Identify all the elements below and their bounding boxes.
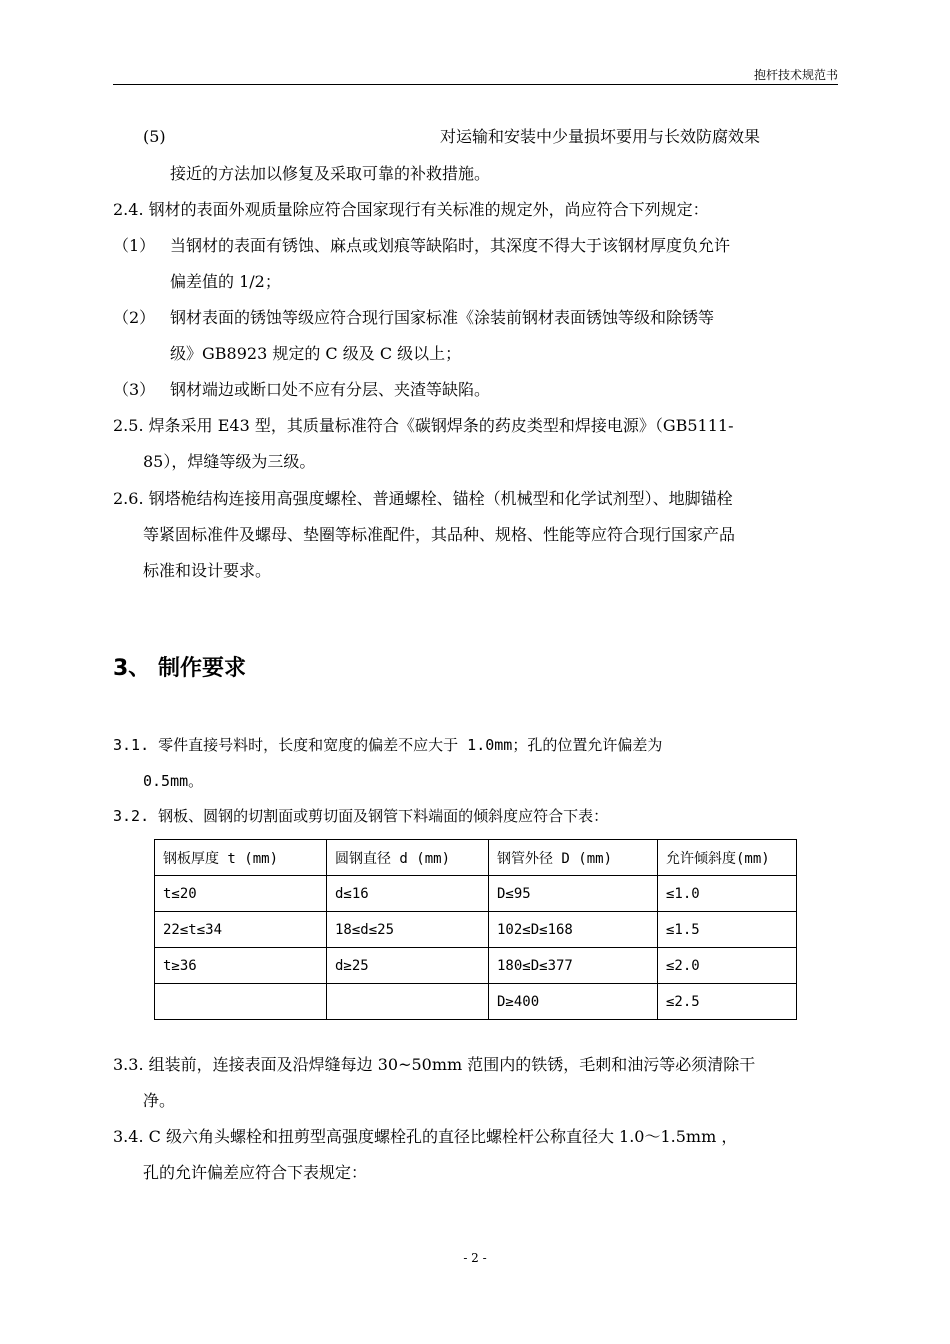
sub-item-3-line-1: 钢材端边或断口处不应有分层、夹渣等缺陷。	[170, 380, 491, 399]
page-header-title: 抱杆技术规范书	[753, 68, 838, 82]
sub-item-1-line-1: 当钢材的表面有锈蚀、麻点或划痕等缺陷时，其深度不得大于该钢材厚度负允许	[170, 236, 731, 255]
paragraph-2-5-line-2: 85），焊缝等级为三级。	[143, 452, 316, 471]
table-cell: D≤95	[489, 876, 658, 912]
table-cell: 102≤D≤168	[489, 912, 658, 948]
table-cell: 18≤d≤25	[327, 912, 489, 948]
table-cell	[327, 984, 489, 1020]
paragraph-3-1-line-2: 0.5mm。	[143, 772, 204, 790]
paragraph-3-3-line-1: 3.3. 组装前，连接表面及沿焊缝每边 30~50mm 范围内的铁锈，毛刺和油污等必须清除干	[113, 1055, 756, 1074]
item-5-line-2: 接近的方法加以修复及采取可靠的补救措施。	[170, 164, 491, 183]
table-cell: ≤2.5	[658, 984, 797, 1020]
page-number: - 2 -	[463, 1251, 487, 1265]
table-cell: 180≤D≤377	[489, 948, 658, 984]
table-row	[155, 984, 797, 1020]
item-5-line-1: 对运输和安装中少量损坏要用与长效防腐效果	[440, 127, 761, 146]
paragraph-3-4-line-1: 3.4. C 级六角头螺栓和扭剪型高强度螺栓孔的直径比螺栓杆公称直径大 1.0～1.5mm ，	[113, 1127, 738, 1146]
sub-item-3-number: （3）	[113, 380, 156, 399]
table-cell: 22≤t≤34	[155, 912, 327, 948]
sub-item-2-line-1: 钢材表面的锈蚀等级应符合现行国家标准《涂装前钢材表面锈蚀等级和除锈等	[170, 308, 715, 327]
paragraph-3-4-line-2: 孔的允许偏差应符合下表规定：	[143, 1163, 368, 1182]
table-row	[155, 948, 797, 984]
sub-item-2-number: （2）	[113, 308, 156, 327]
table-cell: ≤1.5	[658, 912, 797, 948]
header-divider	[113, 84, 838, 85]
table-row	[155, 912, 797, 948]
table-header-cell: 圆钢直径 d (mm)	[327, 840, 489, 876]
table-cell: ≤2.0	[658, 948, 797, 984]
paragraph-3-2: 3.2. 钢板、圆钢的切割面或剪切面及钢管下料端面的倾斜度应符合下表：	[113, 807, 609, 825]
table-header-cell: 钢管外径 D (mm)	[489, 840, 658, 876]
paragraph-2-6-line-2: 等紧固标准件及螺母、垫圈等标准配件，其品种、规格、性能等应符合现行国家产品	[143, 525, 736, 544]
sub-item-1-line-2: 偏差值的 1/2；	[170, 272, 281, 291]
table-cell: ≤1.0	[658, 876, 797, 912]
paragraph-3-3-line-2: 净。	[143, 1091, 176, 1110]
tilt-tolerance-table	[154, 839, 797, 1020]
table-cell: d≥25	[327, 948, 489, 984]
paragraph-2-5-line-1: 2.5. 焊条采用 E43 型，其质量标准符合《碳钢焊条的药皮类型和焊接电源》（GB5111-	[113, 416, 734, 435]
item-5-number: (5)	[143, 127, 166, 146]
table-cell: t≥36	[155, 948, 327, 984]
sub-item-1-number: （1）	[113, 236, 156, 255]
paragraph-3-1-line-1: 3.1. 零件直接号料时，长度和宽度的偏差不应大于 1.0mm；孔的位置允许偏差为	[113, 736, 663, 754]
section-3-heading: 3、 制作要求	[113, 656, 246, 681]
table-cell	[155, 984, 327, 1020]
table-header-cell: 允许倾斜度(mm)	[658, 840, 797, 876]
table-cell: t≤20	[155, 876, 327, 912]
paragraph-2-4: 2.4. 钢材的表面外观质量除应符合国家现行有关标准的规定外，尚应符合下列规定：	[113, 200, 709, 219]
paragraph-2-6-line-1: 2.6. 钢塔桅结构连接用高强度螺栓、普通螺栓、锚栓（机械型和化学试剂型）、地脚锚栓	[113, 489, 733, 508]
table-row	[155, 876, 797, 912]
table-header-cell: 钢板厚度 t (mm)	[155, 840, 327, 876]
table-cell: d≤16	[327, 876, 489, 912]
table-header-row	[155, 840, 797, 876]
paragraph-2-6-line-3: 标准和设计要求。	[143, 561, 272, 580]
table-cell: D≥400	[489, 984, 658, 1020]
sub-item-2-line-2: 级》GB8923 规定的 C 级及 C 级以上；	[170, 344, 462, 363]
